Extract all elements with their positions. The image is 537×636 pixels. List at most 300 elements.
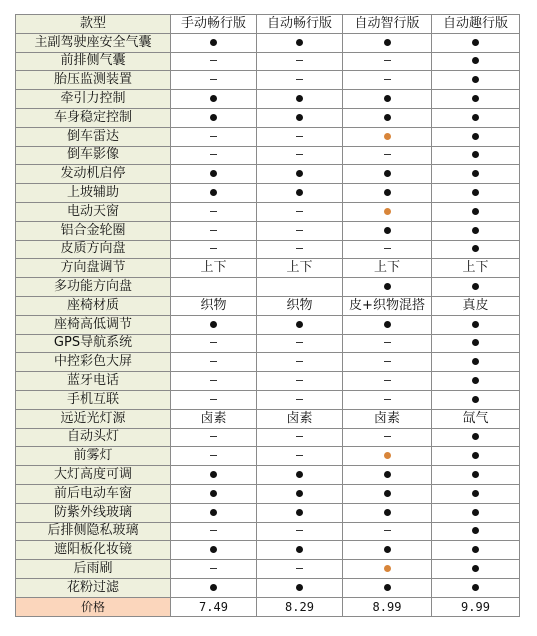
not-available-cell: [257, 146, 343, 165]
dash-icon: [296, 361, 303, 362]
not-available-cell: [343, 71, 432, 90]
standard-dot-icon: [472, 490, 479, 497]
standard-dot-cell: [171, 165, 257, 184]
row-label: 蓝牙电话: [16, 372, 171, 391]
standard-dot-icon: [472, 245, 479, 252]
not-available-cell: [257, 127, 343, 146]
standard-dot-cell: [171, 90, 257, 109]
standard-dot-icon: [472, 339, 479, 346]
table-row: [16, 259, 520, 278]
dash-icon: [296, 154, 303, 155]
not-available-cell: [171, 202, 257, 221]
dash-icon: [296, 60, 303, 61]
standard-dot-icon: [472, 546, 479, 553]
standard-dot-cell: [343, 108, 432, 127]
not-available-cell: [257, 52, 343, 71]
not-available-cell: [171, 240, 257, 259]
standard-dot-cell: [432, 560, 520, 579]
standard-dot-icon: [296, 490, 303, 497]
row-label: 发动机启停: [16, 165, 171, 184]
row-label: 皮质方向盘: [16, 240, 171, 259]
value-cell: 皮+织物混搭: [343, 296, 432, 315]
dash-icon: [296, 380, 303, 381]
optional-dot-cell: [343, 447, 432, 466]
dash-icon: [296, 211, 303, 212]
standard-dot-cell: [343, 221, 432, 240]
dash-icon: [384, 530, 391, 531]
spec-body: [16, 33, 520, 616]
not-available-cell: [171, 146, 257, 165]
standard-dot-cell: [432, 52, 520, 71]
row-label: 前雾灯: [16, 447, 171, 466]
standard-dot-cell: [171, 503, 257, 522]
not-available-cell: [343, 52, 432, 71]
not-available-cell: [343, 146, 432, 165]
standard-dot-icon: [384, 321, 391, 328]
standard-dot-cell: [432, 71, 520, 90]
table-row: [16, 409, 520, 428]
row-label: 防紫外线玻璃: [16, 503, 171, 522]
table-row: [16, 240, 520, 259]
standard-dot-icon: [384, 189, 391, 196]
standard-dot-cell: [257, 33, 343, 52]
value-cell: 氙气: [432, 409, 520, 428]
dash-icon: [296, 79, 303, 80]
dash-icon: [296, 530, 303, 531]
not-available-cell: [343, 240, 432, 259]
dash-icon: [384, 399, 391, 400]
dash-icon: [210, 79, 217, 80]
standard-dot-cell: [432, 466, 520, 485]
standard-dot-cell: [432, 578, 520, 597]
table-row: [16, 503, 520, 522]
not-available-cell: [171, 334, 257, 353]
not-available-cell: [257, 353, 343, 372]
table-row: [16, 296, 520, 315]
standard-dot-icon: [472, 565, 479, 572]
row-label: 大灯高度可调: [16, 466, 171, 485]
row-label: 花粉过滤: [16, 578, 171, 597]
table-row: [16, 578, 520, 597]
dash-icon: [296, 399, 303, 400]
standard-dot-cell: [257, 484, 343, 503]
table-row: [16, 127, 520, 146]
standard-dot-cell: [171, 108, 257, 127]
dash-icon: [210, 436, 217, 437]
standard-dot-icon: [384, 490, 391, 497]
standard-dot-icon: [384, 227, 391, 234]
standard-dot-icon: [296, 114, 303, 121]
dash-icon: [210, 361, 217, 362]
standard-dot-icon: [210, 584, 217, 591]
not-available-cell: [343, 428, 432, 447]
not-available-cell: [343, 372, 432, 391]
standard-dot-cell: [432, 165, 520, 184]
row-label: 后雨刷: [16, 560, 171, 579]
value-cell: 织物: [171, 296, 257, 315]
standard-dot-cell: [432, 184, 520, 203]
standard-dot-icon: [296, 509, 303, 516]
value-cell: 卤素: [171, 409, 257, 428]
value-cell: 真皮: [432, 296, 520, 315]
standard-dot-cell: [343, 278, 432, 297]
dash-icon: [384, 60, 391, 61]
table-row: [16, 278, 520, 297]
standard-dot-cell: [171, 315, 257, 334]
standard-dot-icon: [472, 283, 479, 290]
value-cell: 9.99: [432, 597, 520, 616]
standard-dot-cell: [432, 484, 520, 503]
row-label: 胎压监测装置: [16, 71, 171, 90]
row-label: 牵引力控制: [16, 90, 171, 109]
dash-icon: [384, 380, 391, 381]
standard-dot-icon: [210, 170, 217, 177]
table-row: [16, 447, 520, 466]
standard-dot-cell: [432, 108, 520, 127]
not-available-cell: [171, 71, 257, 90]
standard-dot-icon: [472, 133, 479, 140]
value-cell: 上下: [257, 259, 343, 278]
standard-dot-cell: [432, 221, 520, 240]
not-available-cell: [171, 560, 257, 579]
dash-icon: [210, 154, 217, 155]
header-cell-manual-changxing: 手动畅行版: [171, 15, 257, 34]
standard-dot-icon: [384, 114, 391, 121]
row-label: 自动头灯: [16, 428, 171, 447]
dash-icon: [296, 568, 303, 569]
standard-dot-icon: [210, 321, 217, 328]
table-row: [16, 146, 520, 165]
dash-icon: [384, 436, 391, 437]
dash-icon: [384, 154, 391, 155]
row-label: 倒车雷达: [16, 127, 171, 146]
not-available-cell: [343, 353, 432, 372]
row-label: 后排侧隐私玻璃: [16, 522, 171, 541]
standard-dot-cell: [171, 484, 257, 503]
dash-icon: [296, 455, 303, 456]
standard-dot-cell: [257, 466, 343, 485]
table-row: [16, 541, 520, 560]
not-available-cell: [171, 428, 257, 447]
table-row: [16, 372, 520, 391]
standard-dot-icon: [296, 170, 303, 177]
standard-dot-icon: [210, 490, 217, 497]
row-label: 上坡辅助: [16, 184, 171, 203]
not-available-cell: [171, 447, 257, 466]
table-row: [16, 108, 520, 127]
standard-dot-icon: [472, 452, 479, 459]
not-available-cell: [257, 202, 343, 221]
standard-dot-icon: [472, 358, 479, 365]
table-row: [16, 90, 520, 109]
not-available-cell: [257, 560, 343, 579]
table-row: [16, 466, 520, 485]
not-available-cell: [257, 428, 343, 447]
standard-dot-cell: [432, 315, 520, 334]
standard-dot-icon: [472, 114, 479, 121]
dash-icon: [384, 342, 391, 343]
standard-dot-cell: [432, 202, 520, 221]
standard-dot-cell: [432, 428, 520, 447]
value-cell: 上下: [171, 259, 257, 278]
standard-dot-cell: [343, 33, 432, 52]
standard-dot-icon: [472, 584, 479, 591]
table-row: [16, 184, 520, 203]
standard-dot-cell: [343, 578, 432, 597]
standard-dot-cell: [257, 90, 343, 109]
dash-icon: [210, 455, 217, 456]
dash-icon: [210, 399, 217, 400]
header-cell-auto-zhixing: 自动智行版: [343, 15, 432, 34]
standard-dot-cell: [257, 108, 343, 127]
standard-dot-icon: [472, 151, 479, 158]
row-label: 铝合金轮圈: [16, 221, 171, 240]
not-available-cell: [343, 390, 432, 409]
dash-icon: [210, 136, 217, 137]
row-label: 座椅高低调节: [16, 315, 171, 334]
row-label: 手机互联: [16, 390, 171, 409]
standard-dot-icon: [210, 39, 217, 46]
table-row: [16, 165, 520, 184]
standard-dot-icon: [384, 509, 391, 516]
standard-dot-cell: [257, 165, 343, 184]
standard-dot-icon: [472, 321, 479, 328]
standard-dot-icon: [472, 377, 479, 384]
standard-dot-icon: [472, 527, 479, 534]
row-label: 前后电动车窗: [16, 484, 171, 503]
table-row: [16, 334, 520, 353]
standard-dot-icon: [384, 283, 391, 290]
table-row: [16, 484, 520, 503]
value-cell: 织物: [257, 296, 343, 315]
standard-dot-cell: [343, 165, 432, 184]
table-row: [16, 315, 520, 334]
standard-dot-icon: [384, 95, 391, 102]
standard-dot-icon: [472, 189, 479, 196]
standard-dot-icon: [296, 39, 303, 46]
standard-dot-cell: [432, 90, 520, 109]
standard-dot-icon: [384, 39, 391, 46]
not-available-cell: [171, 372, 257, 391]
standard-dot-icon: [472, 57, 479, 64]
value-cell: [257, 278, 343, 297]
standard-dot-icon: [210, 546, 217, 553]
not-available-cell: [257, 447, 343, 466]
standard-dot-icon: [472, 76, 479, 83]
not-available-cell: [171, 353, 257, 372]
standard-dot-cell: [171, 541, 257, 560]
standard-dot-icon: [384, 546, 391, 553]
not-available-cell: [171, 522, 257, 541]
not-available-cell: [257, 221, 343, 240]
not-available-cell: [171, 390, 257, 409]
dash-icon: [210, 380, 217, 381]
standard-dot-icon: [472, 433, 479, 440]
dash-icon: [210, 342, 217, 343]
optional-dot-icon: [384, 133, 391, 140]
table-row: [16, 221, 520, 240]
row-label: GPS导航系统: [16, 334, 171, 353]
not-available-cell: [343, 334, 432, 353]
standard-dot-icon: [472, 509, 479, 516]
not-available-cell: [257, 240, 343, 259]
row-label: 座椅材质: [16, 296, 171, 315]
standard-dot-icon: [472, 39, 479, 46]
standard-dot-icon: [472, 396, 479, 403]
standard-dot-cell: [171, 466, 257, 485]
standard-dot-icon: [384, 170, 391, 177]
standard-dot-cell: [432, 33, 520, 52]
row-label: 遮阳板化妆镜: [16, 541, 171, 560]
standard-dot-cell: [432, 522, 520, 541]
header-row: [16, 15, 520, 34]
dash-icon: [296, 136, 303, 137]
dash-icon: [296, 436, 303, 437]
standard-dot-icon: [472, 227, 479, 234]
row-label: 车身稳定控制: [16, 108, 171, 127]
value-cell: 上下: [343, 259, 432, 278]
standard-dot-icon: [210, 471, 217, 478]
optional-dot-icon: [384, 452, 391, 459]
standard-dot-cell: [432, 447, 520, 466]
standard-dot-cell: [432, 278, 520, 297]
standard-dot-cell: [343, 466, 432, 485]
table-row: [16, 52, 520, 71]
standard-dot-cell: [432, 127, 520, 146]
standard-dot-icon: [210, 95, 217, 102]
standard-dot-cell: [432, 372, 520, 391]
standard-dot-icon: [296, 546, 303, 553]
not-available-cell: [257, 372, 343, 391]
row-label: 前排侧气囊: [16, 52, 171, 71]
header-cell-model: 款型: [16, 15, 171, 34]
standard-dot-cell: [343, 541, 432, 560]
standard-dot-icon: [384, 584, 391, 591]
standard-dot-icon: [472, 170, 479, 177]
standard-dot-cell: [171, 578, 257, 597]
dash-icon: [210, 568, 217, 569]
standard-dot-icon: [210, 509, 217, 516]
row-label: 价格: [16, 597, 171, 616]
optional-dot-icon: [384, 208, 391, 215]
optional-dot-cell: [343, 560, 432, 579]
standard-dot-cell: [257, 541, 343, 560]
not-available-cell: [257, 71, 343, 90]
standard-dot-cell: [432, 353, 520, 372]
standard-dot-icon: [296, 321, 303, 328]
optional-dot-cell: [343, 202, 432, 221]
value-cell: 8.29: [257, 597, 343, 616]
standard-dot-cell: [432, 334, 520, 353]
standard-dot-cell: [343, 90, 432, 109]
dash-icon: [210, 60, 217, 61]
standard-dot-cell: [432, 146, 520, 165]
dash-icon: [296, 342, 303, 343]
row-label: 方向盘调节: [16, 259, 171, 278]
standard-dot-icon: [384, 471, 391, 478]
standard-dot-cell: [257, 503, 343, 522]
dash-icon: [384, 361, 391, 362]
standard-dot-icon: [296, 584, 303, 591]
standard-dot-icon: [210, 114, 217, 121]
table-row: [16, 560, 520, 579]
table-row: [16, 597, 520, 616]
standard-dot-cell: [257, 578, 343, 597]
standard-dot-icon: [472, 95, 479, 102]
table-row: [16, 390, 520, 409]
dash-icon: [296, 248, 303, 249]
table-row: [16, 428, 520, 447]
table-row: [16, 33, 520, 52]
standard-dot-cell: [343, 184, 432, 203]
row-label: 中控彩色大屏: [16, 353, 171, 372]
value-cell: [171, 278, 257, 297]
standard-dot-cell: [257, 315, 343, 334]
standard-dot-icon: [472, 208, 479, 215]
row-label: 主副驾驶座安全气囊: [16, 33, 171, 52]
standard-dot-icon: [210, 189, 217, 196]
dash-icon: [210, 248, 217, 249]
row-label: 多功能方向盘: [16, 278, 171, 297]
spec-table: [15, 14, 520, 617]
standard-dot-cell: [343, 315, 432, 334]
value-cell: 7.49: [171, 597, 257, 616]
standard-dot-cell: [432, 541, 520, 560]
standard-dot-cell: [432, 503, 520, 522]
table-row: [16, 71, 520, 90]
standard-dot-cell: [343, 484, 432, 503]
dash-icon: [384, 248, 391, 249]
not-available-cell: [171, 52, 257, 71]
value-cell: 卤素: [343, 409, 432, 428]
standard-dot-icon: [472, 471, 479, 478]
dash-icon: [210, 530, 217, 531]
row-label: 倒车影像: [16, 146, 171, 165]
table-row: [16, 202, 520, 221]
standard-dot-cell: [171, 33, 257, 52]
table-row: [16, 522, 520, 541]
dash-icon: [210, 211, 217, 212]
standard-dot-icon: [296, 471, 303, 478]
not-available-cell: [171, 221, 257, 240]
value-cell: 上下: [432, 259, 520, 278]
header-cell-auto-quxing: 自动趣行版: [432, 15, 520, 34]
value-cell: 8.99: [343, 597, 432, 616]
dash-icon: [210, 230, 217, 231]
dash-icon: [384, 79, 391, 80]
value-cell: 卤素: [257, 409, 343, 428]
standard-dot-cell: [171, 184, 257, 203]
not-available-cell: [257, 334, 343, 353]
standard-dot-cell: [257, 184, 343, 203]
table-row: [16, 353, 520, 372]
standard-dot-icon: [296, 189, 303, 196]
standard-dot-cell: [343, 503, 432, 522]
not-available-cell: [257, 522, 343, 541]
not-available-cell: [257, 390, 343, 409]
not-available-cell: [343, 522, 432, 541]
standard-dot-cell: [432, 240, 520, 259]
not-available-cell: [171, 127, 257, 146]
row-label: 电动天窗: [16, 202, 171, 221]
dash-icon: [296, 230, 303, 231]
optional-dot-cell: [343, 127, 432, 146]
header-cell-auto-changxing: 自动畅行版: [257, 15, 343, 34]
standard-dot-icon: [296, 95, 303, 102]
row-label: 远近光灯源: [16, 409, 171, 428]
optional-dot-icon: [384, 565, 391, 572]
standard-dot-cell: [432, 390, 520, 409]
